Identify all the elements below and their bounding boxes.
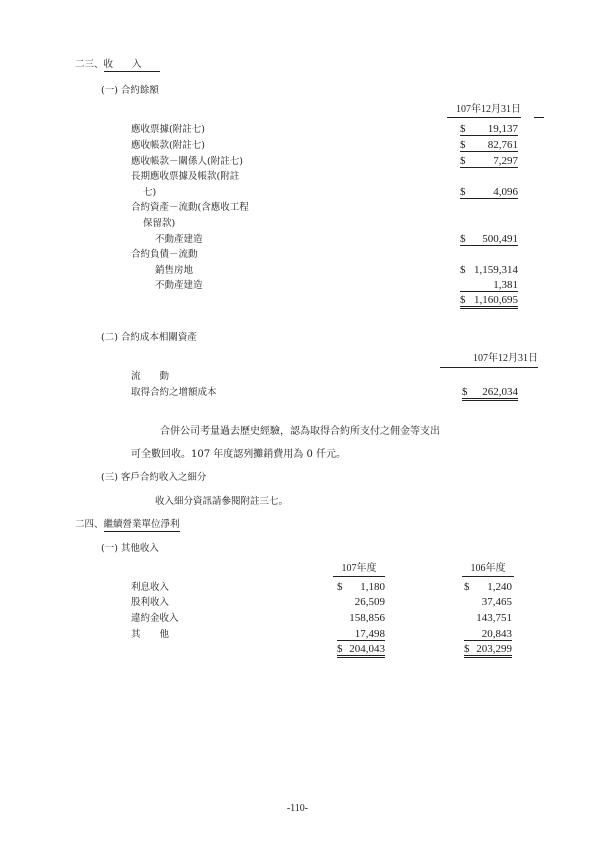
amount-cell: $ 1,159,314: [460, 264, 518, 276]
total-amount-cell: $ 1,160,695: [460, 295, 518, 309]
sub-heading-contract-balances: (一) 合約餘額: [101, 85, 159, 96]
column-header-date: 107年12月31日: [447, 105, 521, 118]
row-label: 應收票據(附註七): [131, 124, 205, 135]
sub-heading-revenue-disaggregation: (三) 客戶合約收入之細分: [101, 472, 207, 483]
amount-cell: 158,856: [349, 612, 385, 624]
total-amount-cell: $ 203,299: [464, 644, 512, 658]
divider-mark: [534, 117, 544, 118]
row-label: 股利收入: [131, 597, 170, 608]
row-label: 合約資產－流動(含應收工程: [131, 202, 249, 213]
section-23-title: 收 入: [104, 60, 160, 72]
amount-cell: 17,498: [337, 629, 385, 641]
amount-cell: $ 7,297: [460, 155, 518, 167]
paragraph-line: 合併公司考量過去歷史經驗，認為取得合約所支付之佣金等支出: [160, 426, 440, 437]
row-label: 保留款): [143, 218, 176, 229]
section-23-number: 二三、: [75, 59, 104, 70]
row-label: 流 動: [131, 371, 170, 382]
section-24-number: 二四、: [75, 519, 104, 530]
row-label: 銷售房地: [155, 265, 194, 276]
amount-cell: $ 500,491: [460, 233, 518, 245]
row-label: 不動產建造: [155, 280, 203, 291]
row-label: 不動產建造: [155, 234, 203, 245]
section-24-heading: [75, 520, 180, 530]
amount-cell: $ 1,240: [464, 581, 512, 593]
amount-cell: 20,843: [464, 629, 512, 641]
row-label: 利息收入: [131, 582, 170, 593]
amount-cell: 1,381: [460, 280, 518, 292]
total-amount-cell: $ 204,043: [337, 644, 385, 658]
amount-cell: 26,509: [354, 596, 385, 608]
column-header-2018: 107年度: [333, 564, 385, 577]
section-24-title: 繼續營業單位淨利: [103, 519, 180, 530]
sub-heading-other-income: (一) 其他收入: [101, 543, 159, 554]
row-label: 七): [143, 187, 157, 198]
amount-cell: $ 4,096: [460, 186, 518, 198]
sub-heading-contract-cost-assets: (二) 合約成本相關資產: [101, 332, 197, 343]
paragraph-line: 可全數回收。107 年度認列攤銷費用為 0 仟元。: [131, 449, 346, 460]
row-label: 違約金收入: [131, 613, 179, 624]
page-number: -110-: [286, 803, 309, 814]
amount-cell: $ 82,761: [460, 139, 518, 151]
row-label: 應收帳款(附註七): [131, 140, 205, 151]
amount-cell: 143,751: [476, 612, 512, 624]
section-23-heading: [75, 60, 160, 72]
column-header-2017: 106年度: [462, 564, 514, 577]
column-header-date: 107年12月31日: [440, 354, 538, 368]
amount-cell: $ 262,034: [462, 387, 518, 401]
amount-cell: $ 1,180: [337, 581, 385, 593]
amount-cell: $ 19,137: [460, 123, 518, 135]
amount-cell: 37,465: [481, 596, 512, 608]
row-label: 其 他: [131, 629, 170, 640]
row-label: 合約負債－流動: [131, 249, 198, 260]
row-label: 長期應收票據及帳款(附註: [131, 171, 240, 182]
row-label: 取得合約之增額成本: [131, 387, 217, 398]
reference-text: 收入細分資訊請參閱附註三七。: [155, 496, 289, 507]
row-label: 應收帳款－關係人(附註七): [131, 156, 243, 167]
